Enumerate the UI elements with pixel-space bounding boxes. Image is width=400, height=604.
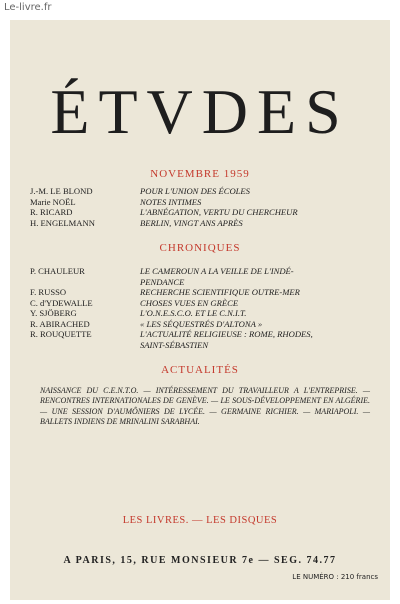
seller-watermark: Le-livre.fr xyxy=(4,2,52,13)
article-title: NOTES INTIMES xyxy=(140,196,202,207)
author: F. RUSSO xyxy=(30,287,67,297)
contents-item xyxy=(30,218,298,229)
journal-cover xyxy=(10,20,390,600)
author: R. ABIRACHED xyxy=(30,318,90,329)
chroniques-heading: CHRONIQUES xyxy=(159,242,241,254)
chronique-item xyxy=(30,298,313,309)
article-title: RECHERCHE SCIENTIFIQUE OUTRE-MER xyxy=(140,287,300,297)
chronique-item xyxy=(30,266,313,287)
chronique-item xyxy=(30,287,313,298)
article-title: L'ACTUALITÉ RELIGIEUSE : ROME, RHODES, SAINT-SÉBASTIEN xyxy=(140,329,313,350)
chronique-item xyxy=(30,329,313,350)
chroniques-list xyxy=(30,266,313,350)
author: C. d'YDEWALLE xyxy=(30,297,93,308)
main-contents xyxy=(30,186,298,228)
article-title: « LES SÉQUESTRÉS D'ALTONA » xyxy=(140,318,263,329)
issue-price: LE NUMÉRO : 210 francs xyxy=(292,573,378,581)
author: Marie NOËL xyxy=(30,196,76,207)
author: J.-M. LE BLOND xyxy=(30,186,93,196)
contents-item xyxy=(30,197,298,208)
contents-item xyxy=(30,186,298,197)
article-title: CHOSES VUES EN GRÈCE xyxy=(140,297,239,308)
publisher-address: A PARIS, 15, RUE MONSIEUR 7e — SEG. 74.77 xyxy=(63,555,337,566)
article-title: POUR L'UNION DES ÉCOLES xyxy=(140,186,250,196)
chronique-item xyxy=(30,308,313,319)
contents-item xyxy=(30,207,298,218)
actualites-text: NAISSANCE DU C.E.N.T.O. — INTÉRESSEMENT DU TRAVAILLEUR A L'ENTREPRISE. — RENCONTRES INTERNATIONALES DE GENÈVE. — LE SOUS-DÉVELOPPEMENT EN ALGÉRIE. — UNE SESSION D'AUMÔNIERS DE LYCÉE. — GERMAINE RICHIER. — MARIAPOLI. — BALLETS INDIENS DE MRINALINI SARABHAI. xyxy=(40,386,370,427)
actualites-heading: ACTUALITÉS xyxy=(161,364,239,376)
article-title: LE CAMEROUN A LA VEILLE DE L'INDÉ- PENDANCE xyxy=(140,266,294,287)
books-records-heading: LES LIVRES. — LES DISQUES xyxy=(122,515,278,526)
author: Y. SJÖBERG xyxy=(30,308,77,318)
author: R. RICARD xyxy=(30,207,73,217)
author: R. ROUQUETTE xyxy=(30,329,92,339)
masthead-title: ÉTVDES xyxy=(50,76,350,147)
chronique-item xyxy=(30,319,313,330)
article-title: BERLIN, VINGT ANS APRÈS xyxy=(140,217,243,228)
article-title: L'ABNÉGATION, VERTU DU CHERCHEUR xyxy=(140,207,298,217)
issue-date: NOVEMBRE 1959 xyxy=(150,168,250,180)
author: H. ENGELMANN xyxy=(30,217,95,228)
author: P. CHAULEUR xyxy=(30,266,85,276)
article-title: L'O.N.E.S.C.O. ET LE C.N.I.T. xyxy=(140,308,247,318)
